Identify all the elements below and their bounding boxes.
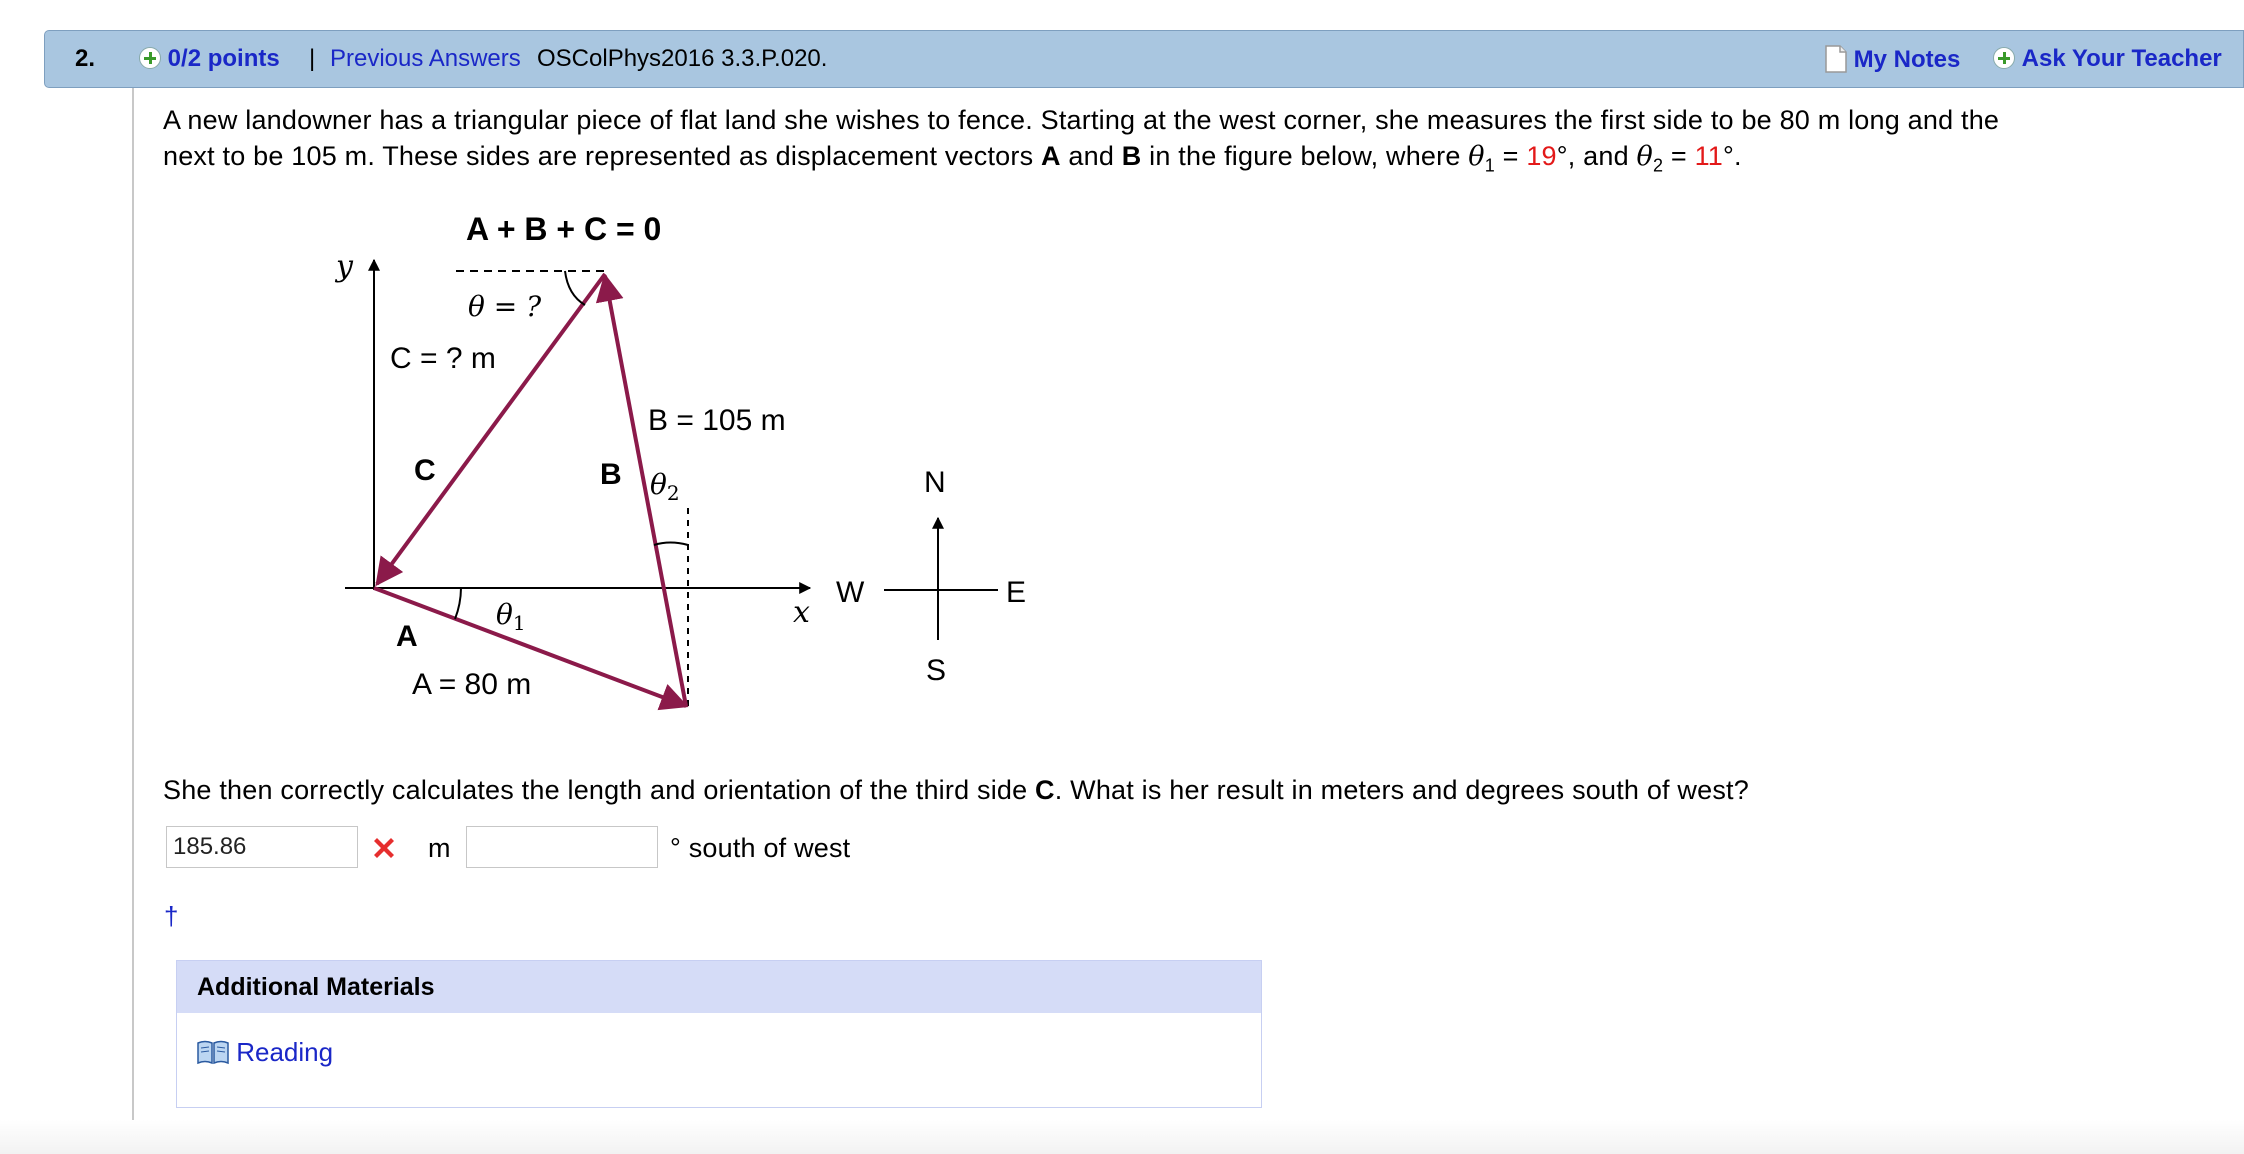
vector-a-label: A: [396, 620, 418, 653]
x-axis-label: x: [793, 595, 810, 630]
my-notes-button[interactable]: [1825, 45, 1960, 74]
vector-b-label: B: [600, 458, 622, 491]
points-label[interactable]: 0/2 points: [167, 45, 280, 72]
question-text-part: . What is her result in meters and degrees south of west?: [1054, 775, 1749, 805]
problem-text: next to be 105 m. These sides are represented as displacement vectors: [163, 141, 1041, 171]
problem-text: °.: [1723, 141, 1742, 171]
dagger-footnote-link[interactable]: †: [164, 901, 179, 931]
problem-line-1: A new landowner has a triangular piece of flat land she wishes to fence. Starting at the west corner, she measures the first side to be 80 m long and the: [163, 105, 2000, 135]
reading-link[interactable]: Reading: [236, 1037, 334, 1067]
ask-teacher-button[interactable]: [1993, 45, 2222, 73]
points-indicator[interactable]: [139, 45, 280, 73]
c-length-label: C = ? m: [390, 342, 496, 375]
expand-plus-icon[interactable]: [139, 47, 161, 69]
problem-text: °, and: [1556, 141, 1637, 171]
equation-label: A + B + C = 0: [466, 211, 662, 247]
theta-unknown-label: θ = ?: [468, 290, 542, 323]
problem-line-2: [163, 138, 1742, 183]
vector-c-ref: C: [1035, 775, 1055, 805]
header-separator: |: [309, 45, 316, 72]
additional-materials-title: Additional Materials: [177, 961, 1261, 1013]
length-unit: m: [428, 833, 451, 863]
problem-text: in the figure below, where: [1141, 141, 1469, 171]
theta2-subscript: 2: [1652, 155, 1664, 176]
problem-text: and: [1060, 141, 1122, 171]
angle-unit: ° south of west: [670, 833, 851, 863]
angle-answer-input[interactable]: [466, 826, 658, 868]
question-number: 2.: [75, 45, 96, 72]
theta2-arc: [654, 543, 688, 546]
theta1-arc: [455, 588, 461, 619]
problem-id: OSColPhys2016 3.3.P.020.: [537, 45, 828, 72]
theta1-subscript: 1: [1484, 155, 1495, 176]
compass-east: E: [1006, 576, 1027, 609]
plus-icon: [1993, 47, 2015, 69]
incorrect-x-icon: [368, 832, 400, 864]
theta1-label: $\theta_1$: [496, 598, 526, 635]
content-left-border: [132, 88, 134, 1154]
question-text-part: She then correctly calculates the length and orientation of the third side: [163, 775, 1036, 805]
note-icon: [1825, 45, 1847, 73]
theta-unknown-arc: [565, 271, 585, 305]
compass-south: S: [926, 654, 947, 687]
compass-west: W: [836, 576, 865, 609]
theta1-value: 19: [1526, 141, 1557, 171]
vector-c-label: C: [414, 454, 436, 487]
b-length-label: B = 105 m: [648, 404, 786, 437]
reading-row: [177, 1013, 1261, 1068]
theta2-symbol: θ: [1636, 141, 1653, 172]
theta1-symbol: θ: [1468, 141, 1485, 172]
question-text: [163, 772, 1749, 808]
theta2-value: 11: [1694, 141, 1724, 171]
my-notes-label[interactable]: My Notes: [1853, 46, 1961, 73]
bottom-fade: [0, 1120, 2244, 1154]
equals-sign: =: [1494, 141, 1527, 171]
theta2-label: $\theta_2$: [650, 468, 680, 505]
vector-b-ref: B: [1121, 141, 1142, 171]
vector-triangle-figure: [300, 200, 1080, 730]
ask-teacher-label[interactable]: Ask Your Teacher: [2021, 45, 2222, 72]
previous-answers-link[interactable]: Previous Answers: [330, 45, 521, 72]
book-icon[interactable]: [197, 1039, 229, 1065]
a-length-label: A = 80 m: [412, 668, 532, 701]
question-header-bar: [44, 30, 2244, 88]
compass-north: N: [924, 466, 946, 499]
vector-a-ref: A: [1040, 141, 1061, 171]
y-axis-label: y: [336, 249, 353, 284]
equals-sign: =: [1663, 141, 1695, 171]
length-answer-input[interactable]: [166, 826, 358, 868]
additional-materials-panel: [176, 960, 1262, 1108]
